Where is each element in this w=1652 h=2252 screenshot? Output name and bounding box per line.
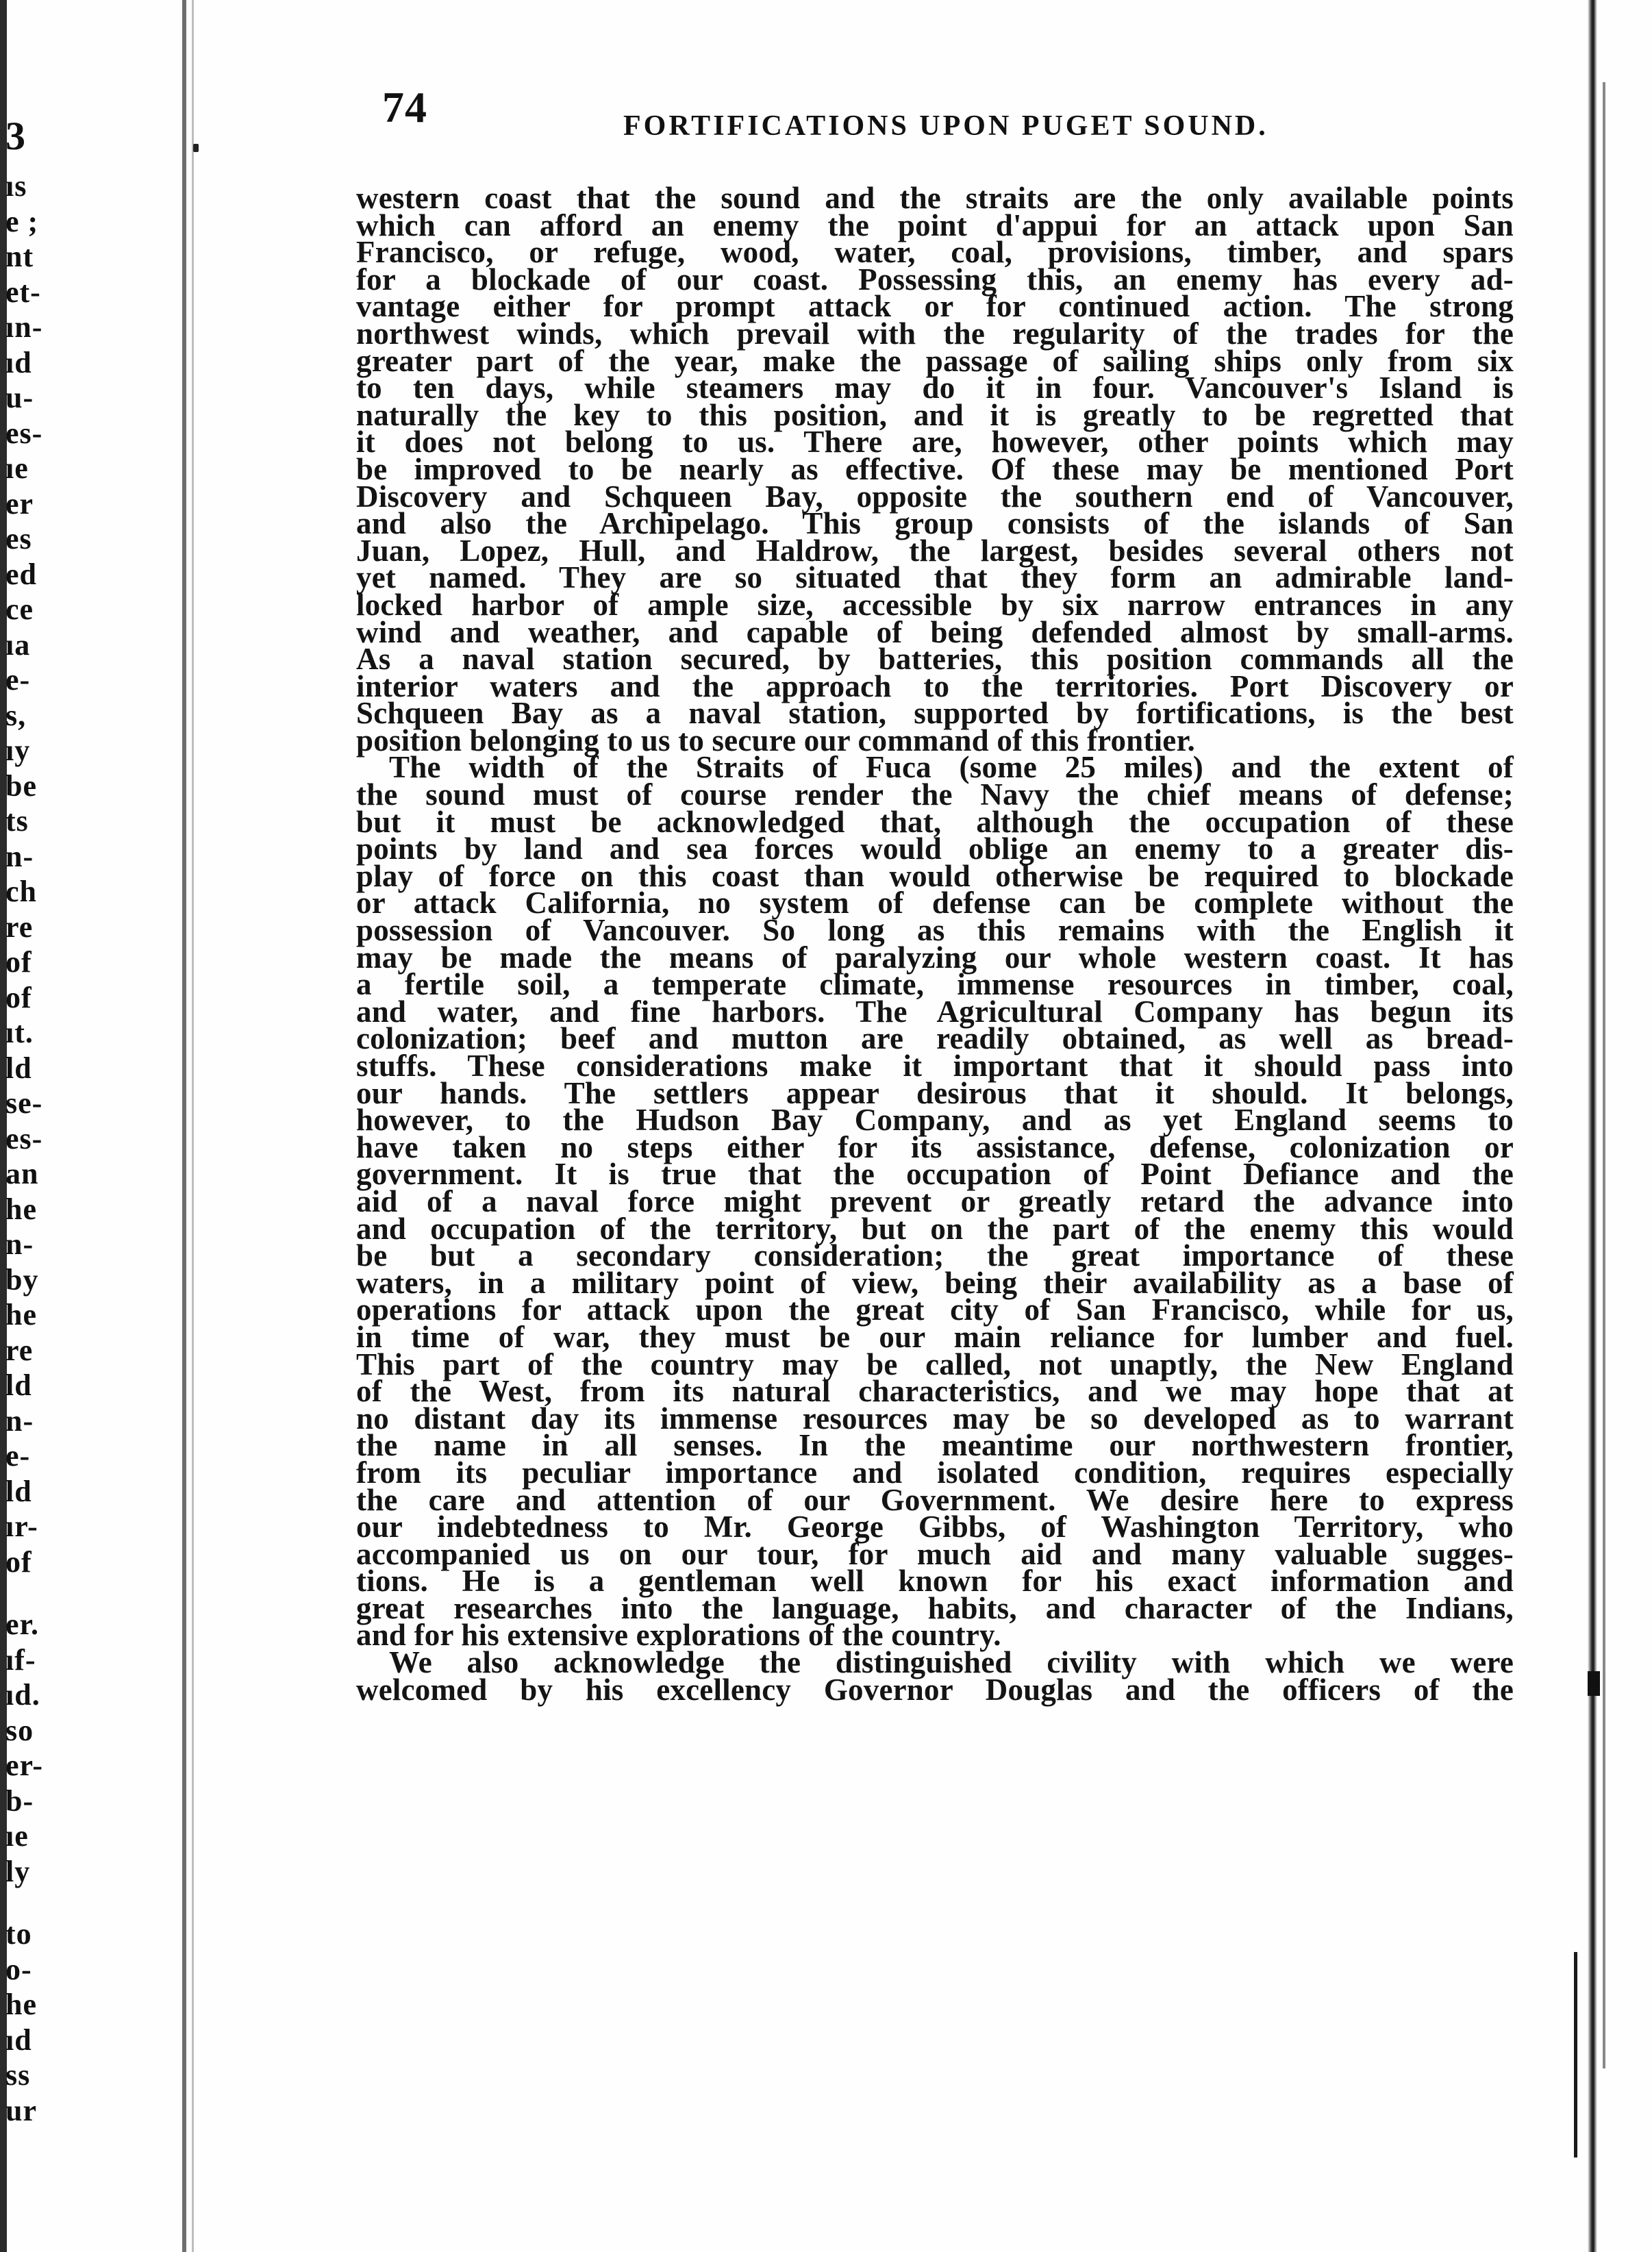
text-line: western coast that the sound and the straits are the only available points xyxy=(356,181,1514,215)
previous-page-line-fragment: by xyxy=(5,1262,39,1297)
text-line: the name in all senses. In the meantime our northwestern frontier, xyxy=(356,1428,1514,1463)
text-line: of the West, from its natural characteristics, and we may hope that at xyxy=(356,1374,1514,1409)
previous-page-line-fragment: ld xyxy=(5,1051,32,1085)
previous-page-line-fragment: ch xyxy=(5,875,37,908)
previous-page-line-fragment: ur xyxy=(5,2093,37,2127)
text-line: however, to the Hudson Bay Company, and as yet England seems to xyxy=(356,1103,1514,1138)
text-line: yet named. They are so situated that they form an admirable land- xyxy=(356,560,1514,595)
book-spine-shadow xyxy=(182,0,186,2252)
previous-page-line-fragment: er xyxy=(5,486,34,521)
previous-page-line-fragment: ıa xyxy=(5,627,31,662)
text-line: and occupation of the territory, but on the part of the enemy this would xyxy=(356,1211,1514,1246)
previous-page-line-fragment: es xyxy=(5,522,32,555)
previous-page-line-fragment: es- xyxy=(5,1121,43,1155)
text-line: and water, and fine harbors. The Agricultural Company has begun its xyxy=(356,994,1514,1029)
text-line: our hands. The settlers appear desirous that it should. It belongs, xyxy=(356,1075,1514,1110)
text-line: accompanied us on our tour, for much aid and many valuable sugges- xyxy=(356,1536,1514,1571)
previous-page-line-fragment: ly xyxy=(5,1854,31,1888)
previous-page-line-fragment: he xyxy=(5,1192,37,1226)
body-text xyxy=(356,181,1514,1707)
previous-page-line-fragment: he xyxy=(5,1298,37,1331)
previous-page-line-fragment: ss xyxy=(5,2058,31,2092)
text-line: interior waters and the approach to the territories. Port Discovery or xyxy=(356,668,1514,703)
text-line: locked harbor of ample size, accessible by six narrow entrances in any xyxy=(356,587,1514,622)
previous-page-line-fragment: ts xyxy=(5,804,29,838)
text-line: the care and attention of our Government. We desire here to express xyxy=(356,1482,1514,1517)
text-line: welcomed by his excellency Governor Douglas and the officers of the xyxy=(356,1672,1514,1707)
text-line: possession of Vancouver. So long as this remains with the English it xyxy=(356,913,1514,948)
text-line: Discovery and Schqueen Bay, opposite the southern end of Vancouver, xyxy=(356,479,1514,514)
previous-page-line-fragment: e- xyxy=(5,1439,31,1473)
text-line: tions. He is a gentleman well known for his exact information and xyxy=(356,1564,1514,1599)
previous-page-line-fragment: ıt. xyxy=(5,1016,34,1049)
previous-page-line-fragment: ıd. xyxy=(5,1678,40,1712)
previous-page-line-fragment: ıd xyxy=(5,345,32,379)
text-line: vantage either for prompt attack or for continued action. The strong xyxy=(356,289,1514,324)
book-spine-shadow-inner xyxy=(192,0,194,2252)
previous-page-line-fragment: u- xyxy=(5,381,34,414)
previous-page-line-fragment: re xyxy=(5,1333,34,1367)
running-head: FORTIFICATIONS UPON PUGET SOUND. xyxy=(623,110,1268,142)
text-line: position belonging to us to secure our command of this frontier. xyxy=(356,723,1195,758)
previous-page-line-fragment: to xyxy=(5,1917,32,1951)
text-line: This part of the country may be called, not unaptly, the New England xyxy=(356,1347,1514,1381)
previous-page-line-fragment: ld xyxy=(5,1474,32,1508)
text-line: our indebtedness to Mr. George Gibbs, of Washington Territory, who xyxy=(356,1510,1514,1544)
text-line: waters, in a military point of view, being their availability as a base of xyxy=(356,1265,1514,1300)
text-line: greater part of the year, make the passage of sailing ships only from six xyxy=(356,343,1514,378)
previous-page-line-fragment: o- xyxy=(5,1952,32,1986)
previous-page-line-fragment: n- xyxy=(5,1403,34,1438)
text-line: colonization; beef and mutton are readily obtained, as well as bread- xyxy=(356,1021,1514,1056)
text-line: government. It is true that the occupation of Point Defiance and the xyxy=(356,1157,1514,1192)
text-line: The width of the Straits of Fuca (some 25 miles) and the extent of xyxy=(389,750,1514,785)
previous-page-line-fragment: b- xyxy=(5,1784,34,1818)
previous-page-line-fragment: of xyxy=(5,980,32,1014)
book-page xyxy=(322,82,1527,1707)
text-line: Schqueen Bay as a naval station, supported by fortifications, is the best xyxy=(356,696,1514,731)
previous-page-line-fragment: he xyxy=(5,1988,37,2021)
previous-page-line-fragment: nt xyxy=(5,240,34,273)
text-line: aid of a naval force might prevent or greatly retard the advance into xyxy=(356,1184,1514,1218)
previous-page-line-fragment: n- xyxy=(5,839,34,873)
text-line: but it must be acknowledged that, although the occupation of these xyxy=(356,804,1514,839)
previous-page-line-fragment: ıe xyxy=(5,1819,29,1853)
text-line: or attack California, no system of defense can be complete without the xyxy=(356,886,1514,921)
previous-page-line-fragment: es- xyxy=(5,416,43,450)
previous-page-line-fragment: ld xyxy=(5,1368,32,1402)
text-line: Francisco, or refuge, wood, water, coal, provisions, timber, and spars xyxy=(356,235,1514,270)
text-line: naturally the key to this position, and it is greatly to be regretted that xyxy=(356,397,1514,432)
text-line: be but a secondary consideration; the great importance of these xyxy=(356,1238,1514,1273)
previous-page-line-fragment: of xyxy=(5,1544,32,1579)
previous-page-line-fragment: ır- xyxy=(5,1510,38,1543)
previous-page-line-fragment: of xyxy=(5,945,32,979)
previous-page-line-fragment: re xyxy=(5,910,34,944)
text-line: to ten days, while steamers may do it in four. Vancouver's Island is xyxy=(356,371,1514,405)
text-line: As a naval station secured, by batteries, this position commands all the xyxy=(356,642,1514,677)
previous-page-line-fragment: ıe xyxy=(5,451,29,485)
text-line: stuffs. These considerations make it important that it should pass into xyxy=(356,1049,1514,1083)
text-line: and for his extensive explorations of the country. xyxy=(356,1618,1001,1653)
text-line: play of force on this coast than would otherwise be required to blockade xyxy=(356,858,1514,893)
text-line: may be made the means of paralyzing our whole western coast. It has xyxy=(356,940,1514,975)
text-line: We also acknowledge the distinguished civility with which we were xyxy=(389,1645,1514,1680)
previous-page-line-fragment: ıs xyxy=(5,169,27,203)
right-edge-bracket-mark xyxy=(1562,1952,1577,2157)
text-line: have taken no steps either for its assistance, defense, colonization or xyxy=(356,1129,1514,1164)
text-line: for a blockade of our coast. Possessing this, an enemy has every ad- xyxy=(356,262,1514,297)
right-page-edge-line xyxy=(1603,82,1605,2068)
previous-page-line-fragment: an xyxy=(5,1157,39,1190)
previous-page-fragments xyxy=(5,0,81,2252)
text-line: which can afford an enemy the point d'appui for an attack upon San xyxy=(356,208,1514,242)
previous-page-line-fragment: e- xyxy=(5,663,31,697)
text-line: great researches into the language, habits, and character of the Indians, xyxy=(356,1590,1514,1625)
text-line: and also the Archipelago. This group consists of the islands of San xyxy=(356,506,1514,541)
right-edge-ink-mark xyxy=(1588,1671,1600,1696)
previous-page-number-fragment: 3 xyxy=(5,114,26,158)
spine-ink-speck xyxy=(193,144,199,152)
previous-page-line-fragment: be xyxy=(5,768,37,803)
text-line: no distant day its immense resources may be so developed as to warrant xyxy=(356,1401,1514,1436)
text-line: from its peculiar importance and isolated condition, requires especially xyxy=(356,1455,1514,1490)
previous-page-line-fragment: er- xyxy=(5,1749,44,1782)
text-line: northwest winds, which prevail with the regularity of the trades for the xyxy=(356,316,1514,351)
previous-page-line-fragment: s, xyxy=(5,698,27,732)
previous-page-line-fragment: er. xyxy=(5,1607,40,1641)
text-line: in time of war, they must be our main reliance for lumber and fuel. xyxy=(356,1319,1514,1354)
previous-page-line-fragment: se- xyxy=(5,1086,43,1120)
text-line: points by land and sea forces would oblige an enemy to a greater dis- xyxy=(356,831,1514,866)
previous-page-line-fragment: ıd xyxy=(5,2023,32,2057)
previous-page-line-fragment: ce xyxy=(5,592,34,626)
previous-page-line-fragment: et- xyxy=(5,275,41,309)
text-line: wind and weather, and capable of being defended almost by small-arms. xyxy=(356,614,1514,649)
previous-page-line-fragment: n- xyxy=(5,1227,34,1261)
right-page-edge xyxy=(1588,0,1597,2252)
previous-page-line-fragment: ın- xyxy=(5,310,43,344)
text-line: operations for attack upon the great city of San Francisco, while for us, xyxy=(356,1292,1514,1327)
previous-page-line-fragment: ıy xyxy=(5,734,31,767)
text-line: Juan, Lopez, Hull, and Haldrow, the largest, besides several others not xyxy=(356,533,1514,568)
previous-page-line-fragment: ed xyxy=(5,557,37,591)
page-header xyxy=(322,82,1527,158)
previous-page-line-fragment: e ; xyxy=(5,204,39,238)
text-line: the sound must of course render the Navy the chief means of defense; xyxy=(356,777,1514,812)
text-line: be improved to be nearly as effective. Of these may be mentioned Port xyxy=(356,451,1514,486)
previous-page-line-fragment: ıf- xyxy=(5,1642,36,1677)
text-line: it does not belong to us. There are, however, other points which may xyxy=(356,425,1514,460)
previous-page-line-fragment: so xyxy=(5,1713,34,1747)
text-line: a fertile soil, a temperate climate, immense resources in timber, coal, xyxy=(356,967,1514,1002)
page-number: 74 xyxy=(382,83,427,132)
